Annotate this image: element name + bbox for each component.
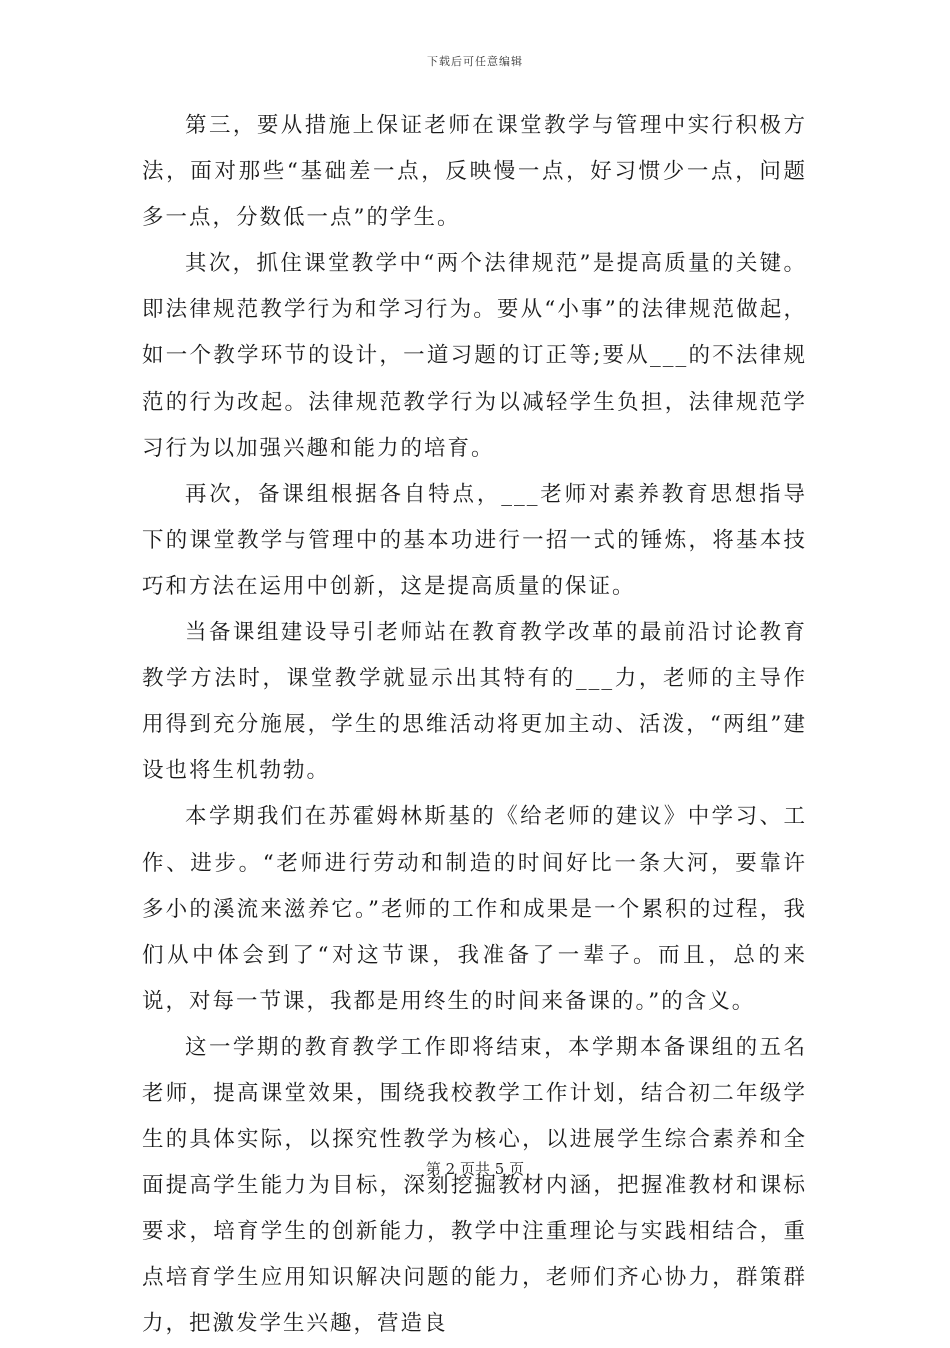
page-number-footer: 第 2 页共 5 页: [425, 1160, 525, 1178]
paragraph-2: 其次，抓住课堂教学中“两个法律规范”是提高质量的关键。即法律规范教学行为和学习行为。要从“小事”的法律规范做起，如一个教学环节的设计，一道习题的订正等;要从___的不法律规范的行为改起。法律规范教学行为以减轻学生负担，法律规范学习行为以加强兴趣和能力的培育。: [142, 251, 807, 461]
paragraph-5: 本学期我们在苏霍姆林斯基的《给老师的建议》中学习、工作、进步。“老师进行劳动和制造的时间好比一条大河，要靠许多小的溪流来滋养它。”老师的工作和成果是一个累积的过程，我们从中体会到了“对这节课，我准备了一辈子。而且，总的来说，对每一节课，我都是用终生的时间来备课的。”的含义。: [142, 804, 807, 1014]
paragraph-6: 这一学期的教育教学工作即将结束，本学期本备课组的五名老师，提高课堂效果，围绕我校教学工作计划，结合初二年级学生的具体实际，以探究性教学为核心，以进展学生综合素养和全面提高学生能力为目标，深刻挖掘教材内涵，把握准教材和课标要求，培育学生的创新能力，教学中注重理论与实践相结合，重点培育学生应用知识解决问题的能力，老师们齐心协力，群策群力，把激发学生兴趣，营造良: [142, 1034, 807, 1337]
page-header: 下载后可任意编辑: [427, 55, 523, 68]
paragraph-3: 再次，备课组根据各自特点，___老师对素养教育思想指导下的课堂教学与管理中的基本功进行一招一式的锤炼，将基本技巧和方法在运用中创新，这是提高质量的保证。: [142, 481, 807, 599]
paragraph-1: 第三，要从措施上保证老师在课堂教学与管理中实行积极方法，面对那些“基础差一点，反映慢一点，好习惯少一点，问题多一点，分数低一点”的学生。: [142, 113, 807, 231]
paragraph-4: 当备课组建设导引老师站在教育教学改革的最前沿讨论教育教学方法时，课堂教学就显示出其特有的___力，老师的主导作用得到充分施展，学生的思维活动将更加主动、活泼，“两组”建设也将生机勃勃。: [142, 620, 807, 784]
